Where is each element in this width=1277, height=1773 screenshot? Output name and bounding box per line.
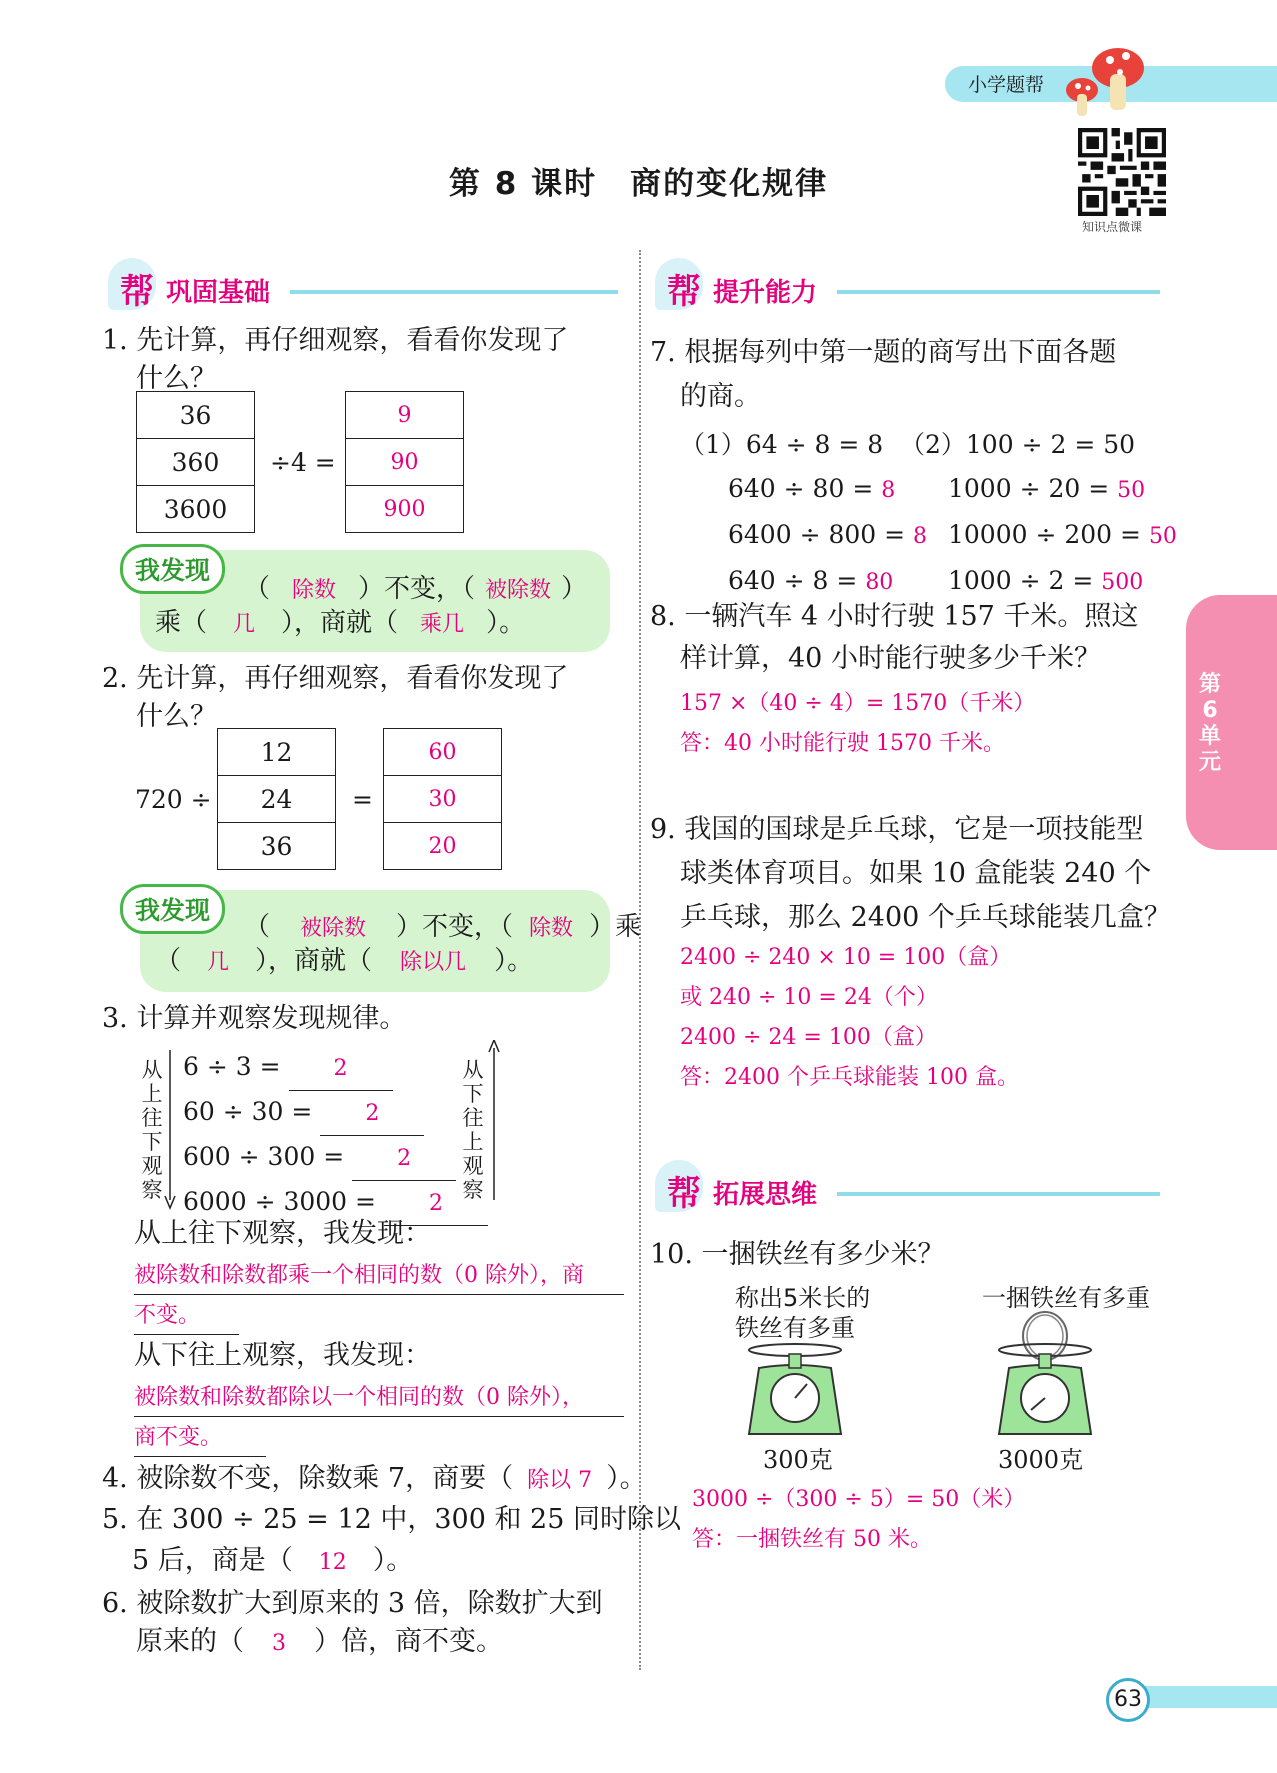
observation-down-prompt: 从上往下观察，我发现： xyxy=(134,1218,431,1249)
observation-up-answer: 商不变。 xyxy=(134,1420,266,1457)
observation-down-answer: 被除数和除数都乘一个相同的数（0 除外），商 xyxy=(134,1258,624,1295)
arrow-down-icon xyxy=(164,1050,176,1210)
division-rows xyxy=(183,1046,488,1226)
table-cell: 360 xyxy=(137,439,255,486)
dividend-table xyxy=(136,391,255,533)
quotient-table xyxy=(345,391,464,533)
brand-name: 小学题帮 xyxy=(968,74,1045,96)
list-item: 6400 ÷ 800 = 8 xyxy=(728,520,928,549)
qr-code-icon[interactable] xyxy=(1078,128,1166,216)
weight-label-1: 300克 xyxy=(763,1446,833,1474)
q7-column-2: （2）100 ÷ 2 = 50 1000 ÷ 20 = 50 10000 ÷ 200 = 50 1000 ÷ 2 = 500 xyxy=(900,423,1177,605)
question-2: 2. 先计算，再仔细观察，看看你发现了 什么？ xyxy=(102,663,569,732)
table-cell: 12 xyxy=(218,729,336,776)
finding-line: （ 除数 ）不变，（ 被除数 ） xyxy=(244,574,588,604)
table-cell: 30 xyxy=(384,776,502,823)
divisor-table xyxy=(217,728,336,870)
table-cell: 36 xyxy=(218,823,336,870)
list-item: 6000 ÷ 3000 = 2 xyxy=(183,1181,488,1226)
question-4: 4. 被除数不变，除数乘 7，商要（ 除以 7 ）。 xyxy=(102,1463,647,1494)
section-header-basics: 帮 巩固基础 xyxy=(108,258,618,314)
dividend-label: 720 ÷ xyxy=(135,785,212,814)
finding-line: （ 几 ），商就（ 除以几 ）。 xyxy=(155,946,534,976)
scale-caption-1: 称出5米长的 铁丝有多重 xyxy=(735,1284,871,1342)
table-cell: 9 xyxy=(346,392,464,439)
table-cell: 3600 xyxy=(137,486,255,533)
weight-label-2: 3000克 xyxy=(998,1446,1084,1474)
table-cell: 20 xyxy=(384,823,502,870)
observation-down-answer: 不变。 xyxy=(134,1298,239,1335)
operator: ÷4 = xyxy=(270,448,336,477)
observation-up-answer: 被除数和除数都除以一个相同的数（0 除外）， xyxy=(134,1380,624,1417)
page-number: 63 xyxy=(1106,1678,1150,1722)
finding-badge: 我发现 xyxy=(120,544,225,594)
question-6: 6. 被除数扩大到原来的 3 倍，除数扩大到 原来的（ 3 ）倍，商不变。 xyxy=(102,1588,603,1657)
vertical-label-down: 从上往下观察 xyxy=(141,1058,163,1202)
table-cell: 900 xyxy=(346,486,464,533)
quotient-table xyxy=(383,728,502,870)
list-item: 640 ÷ 80 = 8 xyxy=(728,474,896,503)
equals-sign: = xyxy=(352,785,373,814)
mushroom-icon xyxy=(1060,40,1150,118)
q9-answer: 2400 ÷ 240 × 10 = 100（盒） 或 240 ÷ 10 = 24（个） 2400 ÷ 24 = 100（盒） 答：2400 个乒乓球能装 100 盒。 xyxy=(680,945,1019,1090)
list-item: 600 ÷ 300 = 2 xyxy=(183,1136,488,1181)
question-8: 8. 一辆汽车 4 小时行驶 157 千米。照这 样计算，40 小时能行驶多少千米？ xyxy=(650,601,1139,674)
question-10: 10. 一捆铁丝有多少米？ xyxy=(650,1239,945,1270)
column-divider xyxy=(639,250,641,1670)
scale-icon xyxy=(745,1340,845,1440)
arrow-up-icon xyxy=(488,1040,500,1200)
finding-line: 乘（ 几 ），商就（ 乘几 ）。 xyxy=(155,608,526,638)
question-9: 9. 我国的国球是乒乓球，它是一项技能型 球类体育项目。如果 10 盒能装 240 个 乒乓球，那么 2400 个乒乓球能装几盒？ xyxy=(650,814,1171,933)
qr-caption: 知识点微课 xyxy=(1082,220,1143,234)
list-item: 640 ÷ 8 = 80 xyxy=(728,566,894,595)
observation-up-prompt: 从下往上观察，我发现： xyxy=(134,1340,431,1371)
q7-column-1: （1）64 ÷ 8 = 8 640 ÷ 80 = 8 6400 ÷ 800 = 8 640 ÷ 8 = 80 xyxy=(680,423,927,605)
table-cell: 24 xyxy=(218,776,336,823)
table-cell: 90 xyxy=(346,439,464,486)
q8-answer: 157 ×（40 ÷ 4）= 1570（千米） 答：40 小时能行驶 1570 千米。 xyxy=(680,691,1036,756)
page-title: 第 8 课时 商的变化规律 xyxy=(448,166,829,202)
list-item: 10000 ÷ 200 = 50 xyxy=(948,520,1177,549)
scale-with-wire-icon xyxy=(995,1310,1095,1440)
question-5: 5. 在 300 ÷ 25 = 12 中，300 和 25 同时除以 5 后，商是（ 12 ）。 xyxy=(102,1504,681,1576)
finding-badge: 我发现 xyxy=(120,884,225,934)
finding-line: （ 被除数 ）不变，（ 除数 ）乘 xyxy=(244,912,642,942)
list-item: 1000 ÷ 20 = 50 xyxy=(948,474,1146,503)
list-item: 60 ÷ 30 = 2 xyxy=(183,1091,488,1136)
question-7: 7. 根据每列中第一题的商写出下面各题 的商。 xyxy=(650,337,1117,412)
section-header-improve: 帮 提升能力 xyxy=(655,258,1160,314)
vertical-label-up: 从下往上观察 xyxy=(462,1058,484,1202)
scale-caption-2: 一捆铁丝有多重 xyxy=(982,1284,1150,1312)
q10-answer: 3000 ÷（300 ÷ 5）= 50（米） 答：一捆铁丝有 50 米。 xyxy=(692,1487,1026,1552)
unit-label: 第6单元 xyxy=(1198,672,1221,775)
section-header-extend: 帮 拓展思维 xyxy=(655,1160,1160,1216)
list-item: 1000 ÷ 2 = 500 xyxy=(948,566,1144,595)
table-cell: 36 xyxy=(137,392,255,439)
question-1: 1. 先计算，再仔细观察，看看你发现了 什么？ xyxy=(102,325,569,394)
question-3: 3. 计算并观察发现规律。 xyxy=(102,1003,407,1034)
list-item: 6 ÷ 3 = 2 xyxy=(183,1046,488,1091)
table-cell: 60 xyxy=(384,729,502,776)
